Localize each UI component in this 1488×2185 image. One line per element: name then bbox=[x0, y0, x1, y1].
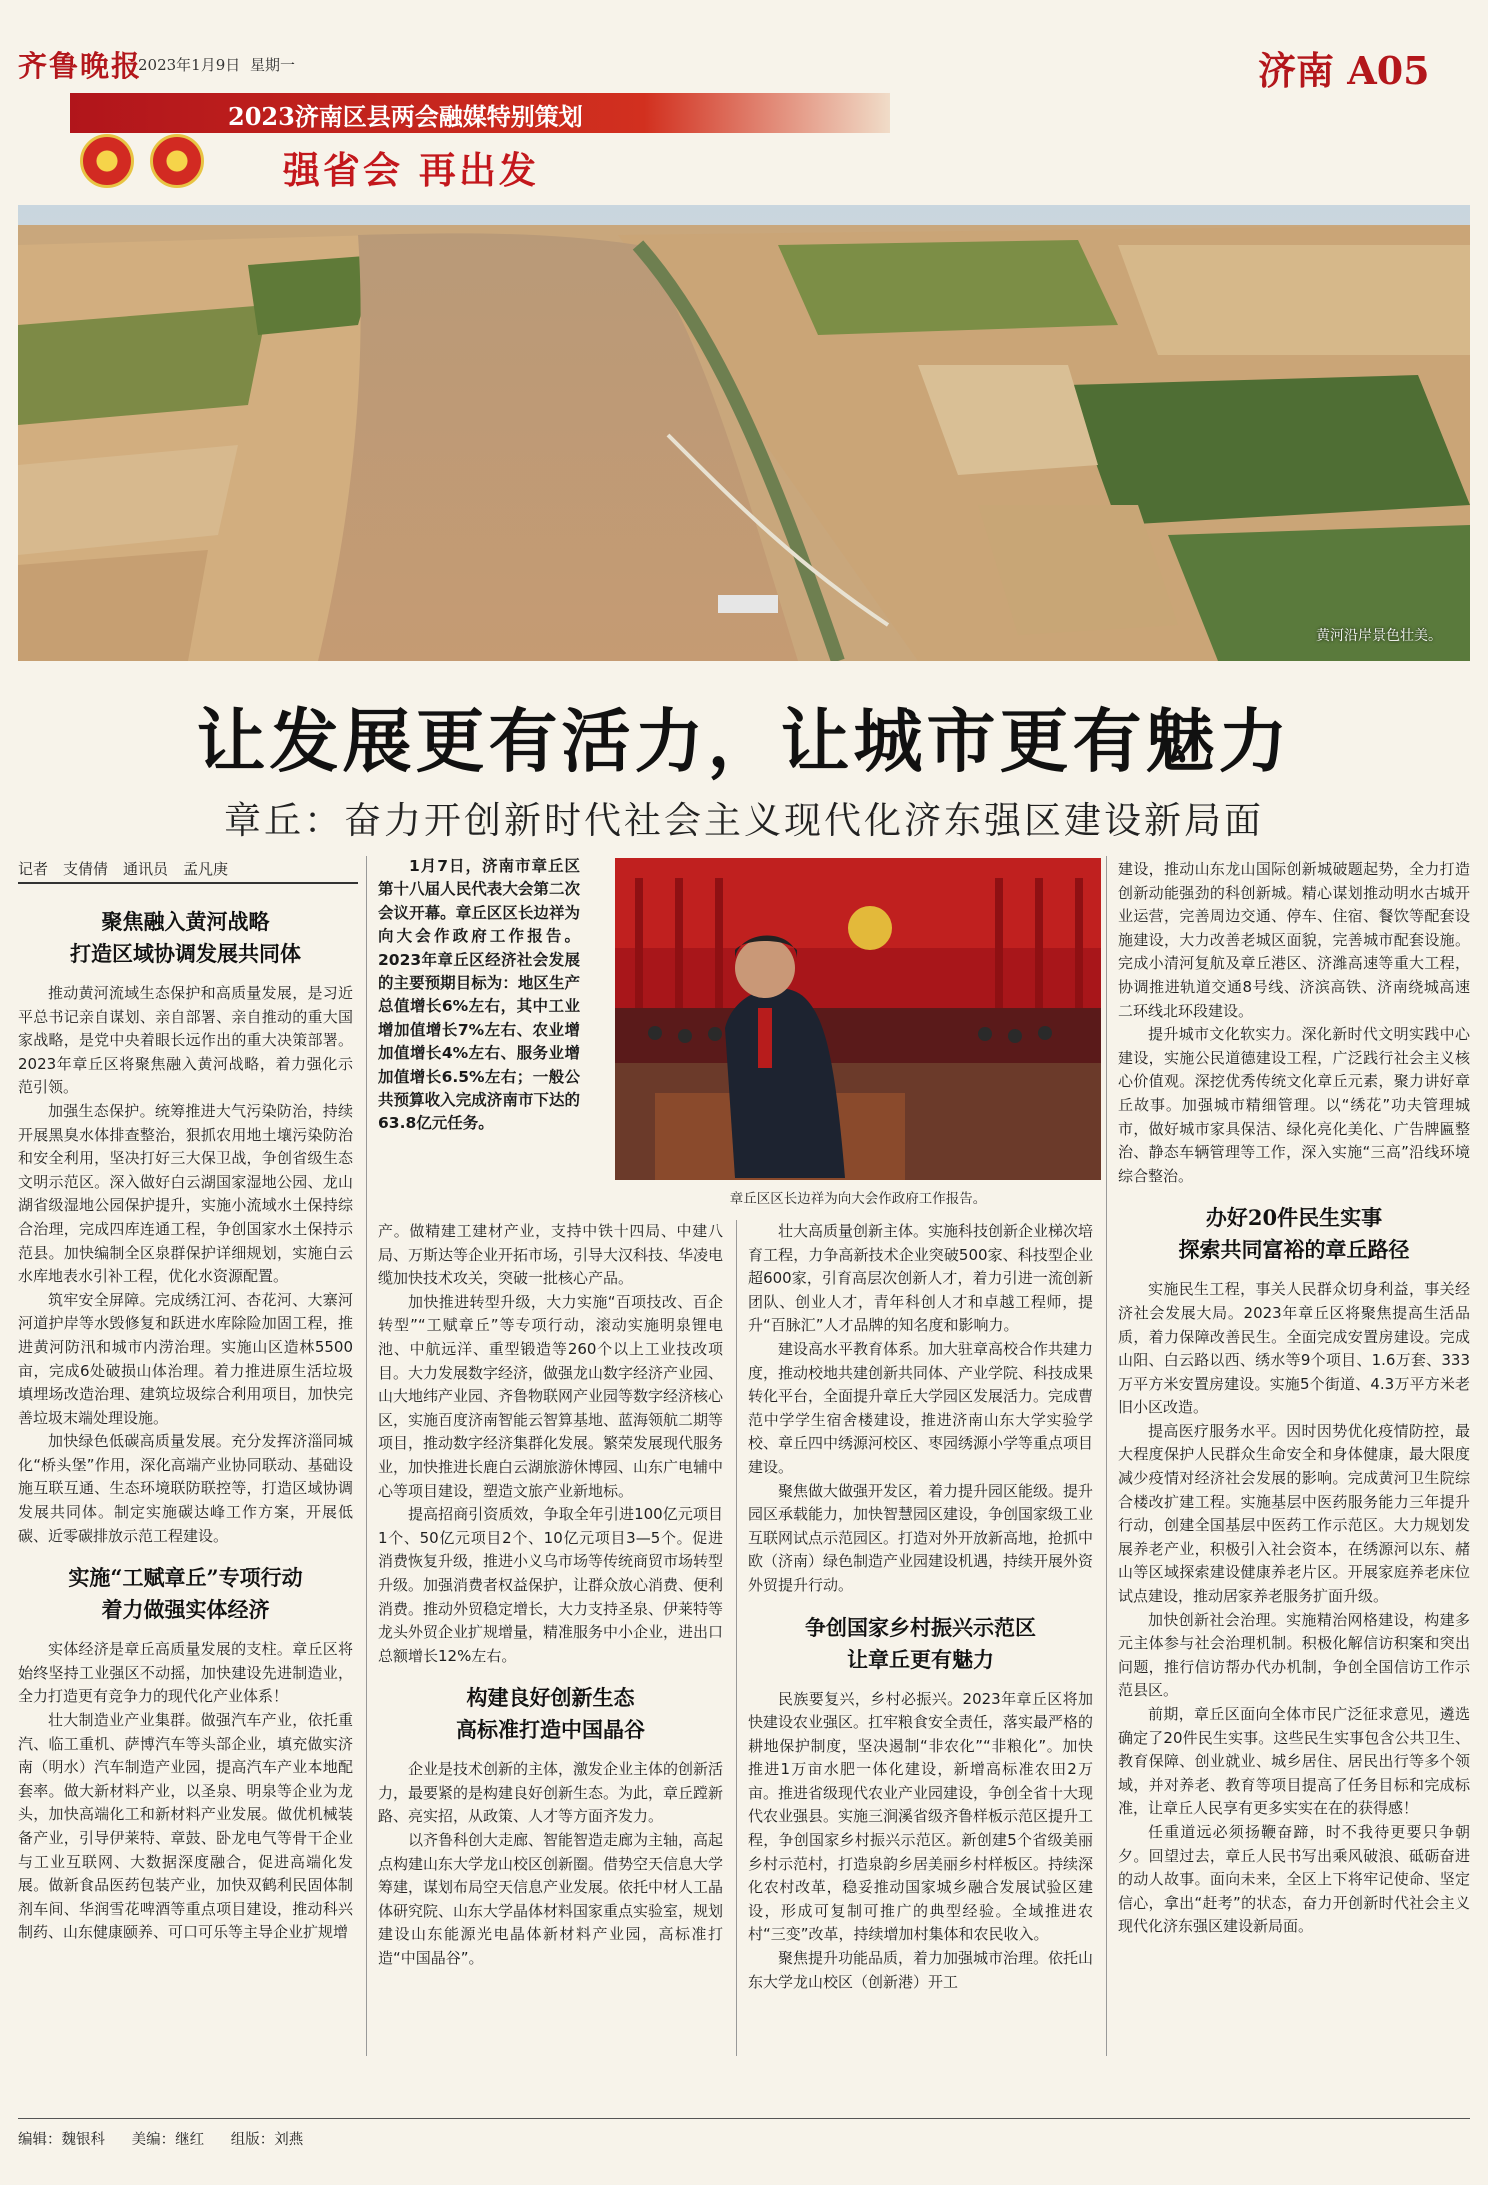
column-divider bbox=[736, 1220, 737, 2056]
sub-headline: 章丘：奋力开创新时代社会主义现代化济东强区建设新局面 bbox=[224, 799, 1264, 842]
photo-caption: 黄河沿岸景色壮美。 bbox=[1316, 628, 1442, 644]
paragraph: 建设高水平教育体系。加大驻章高校合作共建力度，推动校地共建创新共同体、产业学院、科技成果转化平台，全面提升章丘大学园区发展活力。完成曹范中学学生宿舍楼建设，推进济南山东大学实验学校、章丘四中绣源河校区、枣园绣源小学等重点项目建设。 bbox=[748, 1339, 1094, 1476]
paragraph: 加快创新社会治理。实施精治网格建设，构建多元主体参与社会治理机制。积极化解信访积案和突出问题，推行信访帮办代办机制，争创全国信访工作示范县区。 bbox=[1118, 1610, 1470, 1700]
section-page-label: 济南 A05 bbox=[1258, 48, 1430, 93]
section-heading-livelihood: 办好20件民生实事 探索共同富裕的章丘路径 bbox=[1178, 1205, 1410, 1263]
paragraph: 企业是技术创新的主体，激发企业主体的创新活力，最要紧的是构建良好创新生态。为此，章丘蹚新路、亮实招，从政策、人才等方面齐发力。 bbox=[378, 1760, 724, 1826]
paragraph: 以齐鲁科创大走廊、智能智造走廊为主轴，高起点构建山东大学龙山校区创新圈。借势空天信息大学筹建，谋划布局空天信息产业发展。依托中材人工晶体研究院、山东大学晶体材料国家重点实验室，规划建设山东能源光电晶体新材料产业园，高标准打造“中国晶谷”。 bbox=[378, 1831, 724, 1968]
paragraph: 壮大制造业产业集群。做强汽车产业，依托重汽、临工重机、萨博汽车等头部企业，填充做实济南（明水）汽车制造产业园，提高汽车产业本地配套率。做大新材料产业，以圣泉、明泉等企业为龙头，加快高端化工和新材料产业发展。做优机械装备产业，引导伊莱特、章鼓、卧龙电气等骨干企业与工业互联网、大数据深度融合，促进高端化发展。做新食品医药包装产业，加快双鹤利民固体制剂车间、华润雪花啤酒等重点项目建设，推动科兴制药、山东健康颐养、可口可乐等主导企业扩规增 bbox=[18, 1711, 353, 1942]
article-column-2 bbox=[378, 1220, 723, 1971]
paragraph: 推动黄河流域生态保护和高质量发展，是习近平总书记亲自谋划、亲自部署、亲自推动的重大国家战略，是党中央着眼长远作出的重大决策部署。2023年章丘区将聚焦融入黄河战略，着力强化示范引领。 bbox=[18, 984, 353, 1097]
lead-text: 1月7日，济南市章丘区第十八届人民代表大会第二次会议开幕。章丘区区长边祥为向大会作政府工作报告。2023年章丘区经济社会发展的主要预期目标为：地区生产总值增长6%左右，其中工业增加值增长7%左右、农业增加值增长4%左右、服务业增加值增长6.5%左右；一般公共预算收入完成济南市下达的63.8亿元任务。 bbox=[378, 857, 580, 1133]
paragraph: 提升城市文化软实力。深化新时代文明实践中心建设，实施公民道德建设工程，广泛践行社会主义核心价值观。深挖优秀传统文化章丘元素，聚力讲好章丘故事。加强城市精细管理。以“绣花”功夫管理城市，做好城市家具保洁、绿化亮化美化、广告牌匾整治、静态车辆管理等工作，深入实施“三高”沿线环境综合整治。 bbox=[1118, 1025, 1470, 1185]
section-heading-real-economy: 实施“工赋章丘”专项行动 着力做强实体经济 bbox=[68, 1565, 303, 1623]
paragraph: 提高招商引资质效，争取全年引进100亿元项目1个、50亿元项目2个、10亿元项目3—5个。促进消费恢复升级，推进小义乌市场等传统商贸市场转型升级。加强消费者权益保护，让群众放心消费、便利消费。推动外贸稳定增长，大力支持圣泉、伊莱特等龙头外贸企业扩规增量，精准服务中小企业，进出口总额增长12%左右。 bbox=[378, 1505, 724, 1665]
paragraph: 任重道远必须扬鞭奋蹄，时不我待更要只争朝夕。回望过去，章丘人民书写出乘风破浪、砥砺奋进的动人故事。面向未来，全区上下将牢记使命、坚定信心，拿出“赶考”的状态，奋力开创新时代社会主义现代化济东强区建设新局面。 bbox=[1118, 1822, 1470, 1936]
article-column-3 bbox=[748, 1220, 1093, 1994]
issue-weekday: 星期一 bbox=[250, 56, 296, 74]
section-heading-innovation: 构建良好创新生态 高标准打造中国晶谷 bbox=[456, 1685, 645, 1743]
byline-divider bbox=[18, 882, 358, 884]
paragraph: 实施民生工程，事关人民群众切身利益，事关经济社会发展大局。2023年章丘区将聚焦提高生活品质，着力保障改善民生。全面完成安置房建设。完成山阳、白云路以西、绣水等9个项目、1.6万套、333万平方米安置房建设。实施5个街道、4.3万平方米老旧小区改造。 bbox=[1118, 1280, 1470, 1417]
photo-caption: 章丘区区长边祥为向大会作政府工作报告。 bbox=[729, 1191, 987, 1207]
art-editor-credit: 美编：继红 bbox=[131, 2132, 205, 2148]
paragraph: 实体经济是章丘高质量发展的支柱。章丘区将始终坚持工业强区不动摇，加快建设先进制造业，全力打造更有竞争力的现代化产业体系！ bbox=[18, 1640, 353, 1706]
yellow-river-aerial-photo bbox=[18, 205, 1470, 661]
paragraph: 加快推进转型升级，大力实施“百项技改、百企转型”“工赋章丘”等专项行动，滚动实施明泉锂电池、中航远洋、重型锻造等260个以上工业技改项目。大力发展数字经济，做强龙山数字经济产业园、山大地纬产业园、齐鲁物联网产业园等数字经济核心区，实施百度济南智能云智算基地、蓝海领航二期等项目，推动数字经济集群化发展。繁荣发展现代服务业，加快推进长鹿白云湖旅游休博园、山东广电辅中心等项目建设，塑造文旅产业新地标。 bbox=[378, 1292, 724, 1500]
layout-credit: 组版：刘燕 bbox=[230, 2132, 304, 2148]
footer-divider bbox=[18, 2118, 1470, 2119]
masthead-logo: 齐鲁晚报 bbox=[18, 49, 143, 83]
section-heading-rural-revitalization: 争创国家乡村振兴示范区 让章丘更有魅力 bbox=[805, 1614, 1036, 1672]
paragraph: 加快绿色低碳高质量发展。充分发挥济淄同城化“桥头堡”作用，深化高端产业协同联动、基础设施互联互通、生态环境联防联控等，打造区域协调发展共同体。制定实施碳达峰工作方案，开展低碳、近零碳排放示范工程建设。 bbox=[18, 1432, 353, 1545]
paragraph: 加强生态保护。统筹推进大气污染防治，持续开展黑臭水体排查整治，狠抓农用地土壤污染防治和安全利用，坚决打好三大保卫战，争创省级生态文明示范区。深入做好白云湖国家湿地公园、龙山湖省级湿地公园保护提升，实施小流域水土保持综合治理，完成四库连通工程，争创国家水土保持示范县。加快编制全区泉群保护详细规划，实施白云水库地表水引补工程，优化水资源配置。 bbox=[18, 1101, 353, 1286]
page-credits bbox=[18, 2128, 325, 2149]
article-column-1 bbox=[18, 892, 353, 1945]
article-column-4 bbox=[1118, 858, 1470, 1939]
paragraph: 聚焦提升功能品质，着力加强城市治理。依托山东大学龙山校区（创新港）开工 bbox=[748, 1949, 1094, 1991]
paragraph: 聚焦做大做强开发区，着力提升园区能级。提升园区承载能力，加快智慧园区建设，争创国家级工业互联网试点示范园区。打造对外开放新高地，抢抓中欧（济南）绿色制造产业园建设机遇，持续开展外资外贸提升行动。 bbox=[748, 1481, 1094, 1594]
paragraph: 产。做精建工建材产业，支持中铁十四局、中建八局、万斯达等企业开拓市场，引导大汉科技、华凌电缆加快技术攻关，突破一批核心产品。 bbox=[378, 1222, 724, 1288]
paragraph: 壮大高质量创新主体。实施科技创新企业梯次培育工程，力争高新技术企业突破500家、科技型企业超600家，引育高层次创新人才，着力引进一流创新团队、创业人才，青年科创人才和卓越工程师，提升“百脉汇”人才品牌的知名度和影响力。 bbox=[748, 1222, 1094, 1335]
main-headline: 让发展更有活力，让城市更有魅力 bbox=[196, 701, 1292, 782]
column-divider bbox=[1106, 856, 1107, 2056]
section-heading-yellow-river: 聚焦融入黄河战略 打造区域协调发展共同体 bbox=[70, 909, 301, 966]
paragraph: 民族要复兴，乡村必振兴。2023年章丘区将加快建设农业强区。扛牢粮食安全责任，落实最严格的耕地保护制度，坚决遏制“非农化”“非粮化”。加快推进1万亩水肥一体化建设，新增高标准农田2万亩。推进省级现代农业产业园建设，争创全省十大现代农业强县。实施三涧溪省级齐鲁样板示范区提升工程，争创国家乡村振兴示范区。新创建5个省级美丽乡村示范村，打造泉韵乡居美丽乡村样板区。持续深化农村改革，稳妥推动国家城乡融合发展试验区建设，形成可复制可推广的典型经验。全域推进农村“三变”改革，持续增加村集体和农民收入。 bbox=[748, 1689, 1094, 1944]
lead-paragraph bbox=[378, 855, 580, 1136]
editor-credit: 编辑：魏银科 bbox=[18, 2132, 105, 2148]
national-emblem-icon bbox=[80, 134, 134, 188]
special-feature-title: 2023济南区县两会融媒特别策划 bbox=[228, 102, 583, 131]
paragraph: 提高医疗服务水平。因时因势优化疫情防控，最大程度保护人民群众生命安全和身体健康，最大限度减少疫情对经济社会发展的影响。完成黄河卫生院综合楼改扩建工程。实施基层中医药服务能力三年提升行动，创建全国基层中医药工作示范区。大力规划发展养老产业，积极引入社会资本，在绣源河以东、赭山等区域探索建设健康养老片区。开展家庭养老床位试点建设，推动居家养老服务扩面升级。 bbox=[1118, 1421, 1470, 1606]
paragraph: 建设，推动山东龙山国际创新城破题起势，全力打造创新动能强劲的科创新城。精心谋划推动明水古城开业运营，完善周边交通、停车、住宿、餐饮等配套设施建设，大力改善老城区面貌，完善城市配套设施。完成小清河复航及章丘港区、济潍高速等重大工程，协调推进轨道交通8号线、济滨高铁、济南绕城高速二环线北环段建设。 bbox=[1118, 860, 1470, 1020]
feature-slogan: 强省会 再出发 bbox=[283, 148, 539, 192]
district-head-report-photo bbox=[615, 858, 1101, 1180]
column-divider bbox=[366, 856, 367, 2056]
byline: 记者 支倩倩 通讯员 孟凡庚 bbox=[18, 860, 229, 878]
cppcc-emblem-icon bbox=[150, 134, 204, 188]
paragraph: 筑牢安全屏障。完成绣江河、杏花河、大寨河河道护岸等水毁修复和跃进水库除险加固工程，推进黄河防汛和城市内涝治理。实施山区造林5500亩，完成6处破损山体治理。着力推进原生活垃圾填埋场改造治理、建筑垃圾综合利用项目，加快完善垃圾末端处理设施。 bbox=[18, 1290, 353, 1427]
paragraph: 前期，章丘区面向全体市民广泛征求意见，遴选确定了20件民生实事。这些民生实事包含公共卫生、教育保障、创业就业、城乡居住、居民出行等多个领域，并对养老、教育等项目提高了任务目标和完成标准，让章丘人民享有更多实实在在的获得感！ bbox=[1118, 1705, 1470, 1818]
issue-date: 2023年1月9日 bbox=[138, 56, 241, 74]
